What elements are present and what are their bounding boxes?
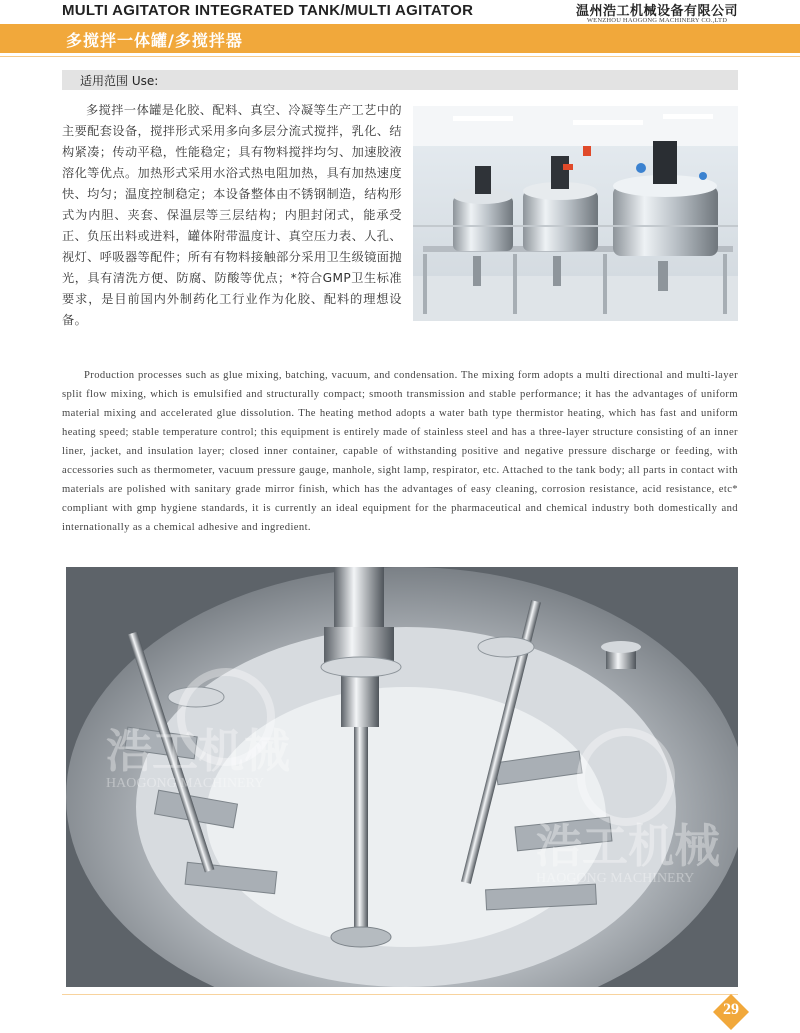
factory-tanks-photo	[413, 106, 738, 321]
chinese-description: 多搅拌一体罐是化胶、配料、真空、冷凝等生产工艺中的主要配套设备，搅拌形式采用多向多层分流式搅拌，乳化、结构紧凑；传动平稳，性能稳定；具有物料搅拌均匀、加速胶液溶化等优点。加热形式采用水浴式热电阻加热，具有加热速度快、均匀；温度控制稳定；本设备整体由不锈钢制造，结构形式为内胆、夹套、保温层等三层结构；内胆封闭式，能承受正、负压出料或进料，罐体附带温度计、真空压力表、人孔、视灯、呼吸器等配件；所有有物料接触部分采用卫生级镜面抛光，具有清洗方便、防腐、防酸等优点；*符合GMP卫生标准要求，是目前国内外制药化工行业作为化胶、配料的理想设备。	[62, 103, 402, 327]
page-number: 29	[723, 1001, 739, 1018]
company-name-en: WENZHOU HAOGONG MACHINERY CO.,LTD	[586, 17, 728, 24]
section-header	[62, 70, 738, 90]
watermark-en-1: HAOGONG MACHINERY	[106, 776, 265, 791]
tank-interior-photo	[66, 567, 738, 987]
header-title: MULTI AGITATOR INTEGRATED TANK/MULTI AGITATOR	[62, 2, 474, 19]
watermark-cn-2: 浩工机械	[536, 819, 720, 873]
title-divider	[0, 56, 800, 57]
english-description: Production processes such as glue mixing, batching, vacuum, and condensation. The mixing form adopts a multi directional and multi-layer split flow mixing, which is emulsified and structurally compact; smooth transmission and stable performance; it has the advantages of uniform material mixing and accelerated glue dissolution. The heating method adopts a water bath type thermistor heating, which has fast and uniform heating speed; stable temperature control; this equipment is entirely made of stainless steel and has a three-layer structure consisting of an inner liner, jacket, and insulation layer; closed inner container, capable of withstanding positive and negative pressure discharge or feeding, with accessories such as thermometer, vacuum pressure gauge, manhole, sight lamp, respirator, etc. Attached to the tank body; all parts in contact with materials are polished with sanitary grade mirror finish, which has the advantages of easy cleaning, corrosion resistance, acid resistance, etc* compliant with gmp hygiene standards, it is currently an ideal equipment for the pharmaceutical and chemical industry both domestically and internationally as a chemical adhesive and ingredient.	[62, 370, 738, 533]
tank-interior-illustration	[66, 567, 738, 987]
footer-divider	[62, 994, 738, 995]
factory-tanks-illustration	[413, 106, 738, 321]
section-label: 适用范围 Use:	[80, 74, 159, 88]
company-name-cn: 温州浩工机械设备有限公司	[575, 4, 738, 19]
title-band	[0, 24, 800, 53]
watermark-cn-1: 浩工机械	[106, 724, 290, 778]
watermark-en-2: HAOGONG MACHINERY	[536, 871, 695, 886]
company-logo-text	[576, 0, 738, 24]
page-title: 多搅拌一体罐/多搅拌器	[66, 31, 243, 50]
